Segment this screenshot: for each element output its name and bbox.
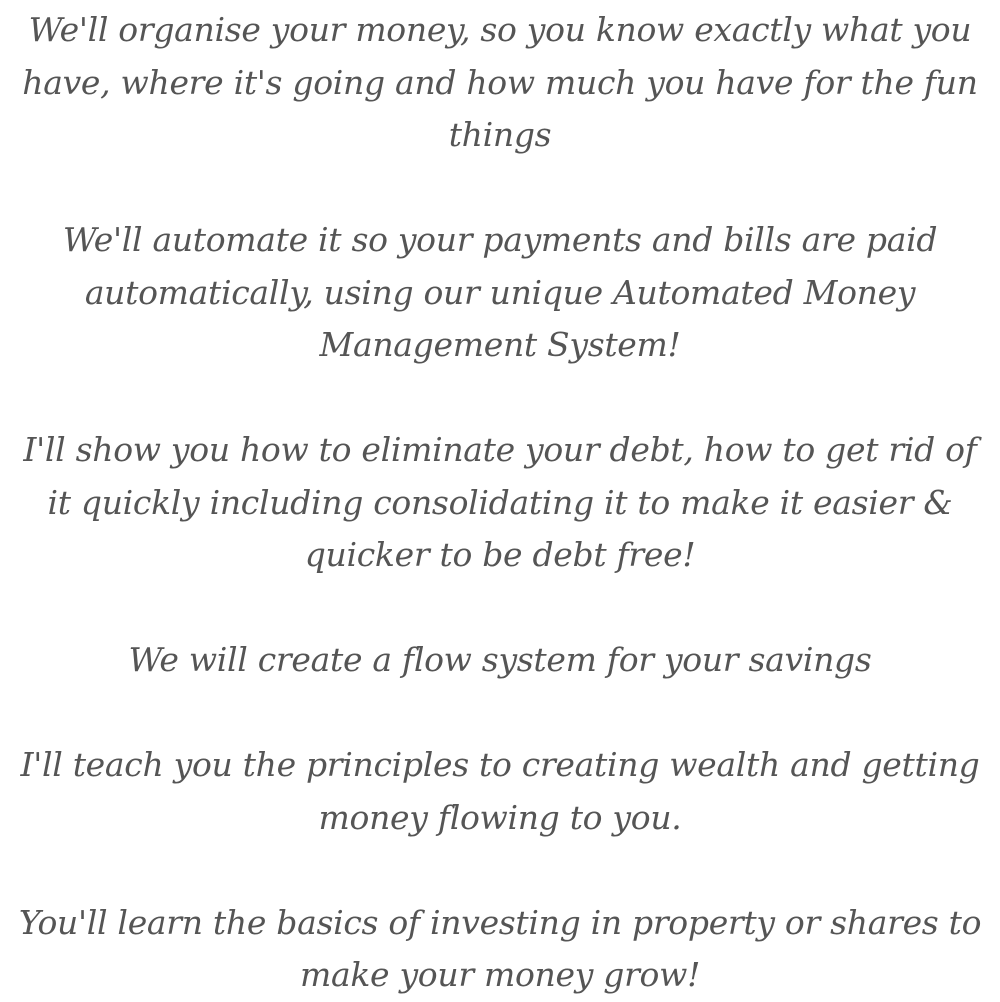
benefit-organise-money: We'll organise your money, so you know exactly what you have, where it's going and how much you have for the fun things: [22, 10, 978, 154]
benefit-savings-flow: We will create a flow system for your savings: [128, 640, 872, 679]
benefit-investing-basics: You'll learn the basics of investing in property or shares to make your money grow!: [18, 902, 982, 994]
benefit-wealth-principles: I'll teach you the principles to creating wealth and getting money flowing to you.: [20, 745, 980, 837]
benefit-automate-payments: We'll automate it so your payments and bills are paid automatically, using our unique Automated Money Management System!: [62, 220, 938, 364]
benefit-eliminate-debt: I'll show you how to eliminate your debt, how to get rid of it quickly including consolidating it to make it easier & quicker to be debt free!: [23, 430, 977, 574]
